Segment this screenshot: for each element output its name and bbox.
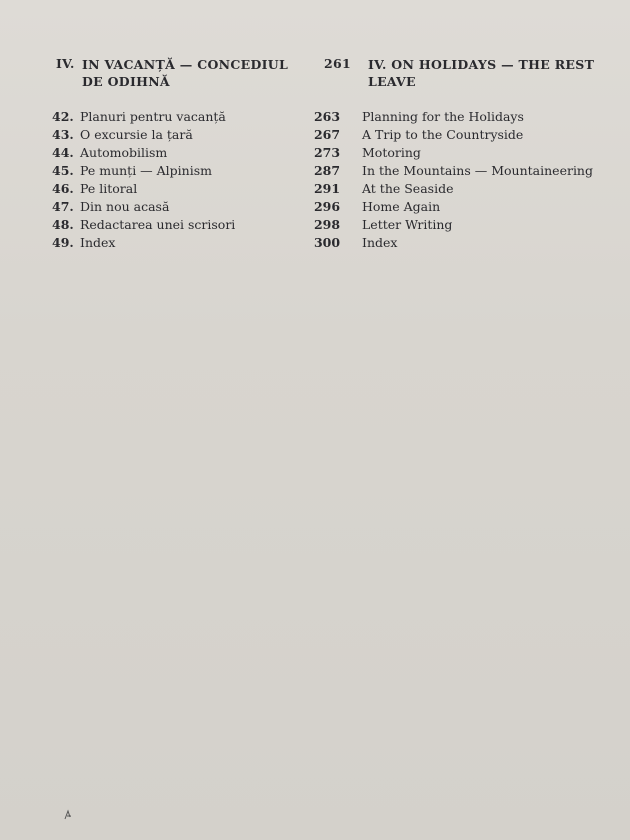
toc-entry [52,145,612,163]
entry-number: 48. [52,217,74,232]
table-of-contents [52,109,612,253]
entry-title-romanian: Din nou acasă [80,199,170,214]
entry-title-romanian: Redactarea unei scrisori [80,217,236,232]
entry-page-number: 300 [313,235,341,250]
entry-title-romanian: Planuri pentru vacanță [80,109,226,124]
toc-entry [52,163,612,181]
entry-number: 45. [52,163,74,178]
entry-page-number: 287 [313,163,341,178]
entry-page-number: 263 [313,109,341,124]
entry-number: 44. [52,145,74,160]
entry-page-number: 296 [313,199,341,214]
section-title-romanian: IN VACANȚĂ — CONCEDIUL DE ODIHNĂ [82,57,289,89]
entry-title-romanian: Automobilism [80,145,168,160]
entry-title-english: In the Mountains — Mountaineering [362,163,593,178]
entry-title-english: Home Again [362,199,441,214]
entry-number: 47. [52,199,74,214]
entry-title-romanian: O excursie la țară [80,127,193,142]
toc-entry [52,199,612,217]
entry-number: 42. [52,109,74,124]
entry-page-number: 291 [313,181,341,196]
entry-number: 43. [52,127,74,142]
ink-smudge-mark [62,808,76,822]
toc-entry [52,217,612,235]
section-header [56,56,611,96]
entry-title-romanian: Pe litoral [80,181,138,196]
section-title-english: IV. ON HOLIDAYS — THE REST LEAVE [368,57,595,89]
toc-entry [52,127,612,145]
entry-title-english: Motoring [362,145,421,160]
entry-number: 46. [52,181,74,196]
toc-entry [52,235,612,253]
entry-number: 49. [52,235,74,250]
toc-entry [52,181,612,199]
entry-title-english: Planning for the Holidays [362,109,524,124]
entry-title-english: Letter Writing [362,217,453,232]
section-page-number: 261 [324,56,351,71]
entry-title-english: A Trip to the Countryside [362,127,524,142]
entry-title-romanian: Index [80,235,116,250]
entry-page-number: 273 [313,145,341,160]
entry-title-english: Index [362,235,398,250]
section-number: IV. [56,56,75,71]
entry-title-english: At the Seaside [362,181,454,196]
entry-title-romanian: Pe munți — Alpinism [80,163,212,178]
toc-entry [52,109,612,127]
entry-page-number: 298 [313,217,341,232]
entry-page-number: 267 [313,127,341,142]
